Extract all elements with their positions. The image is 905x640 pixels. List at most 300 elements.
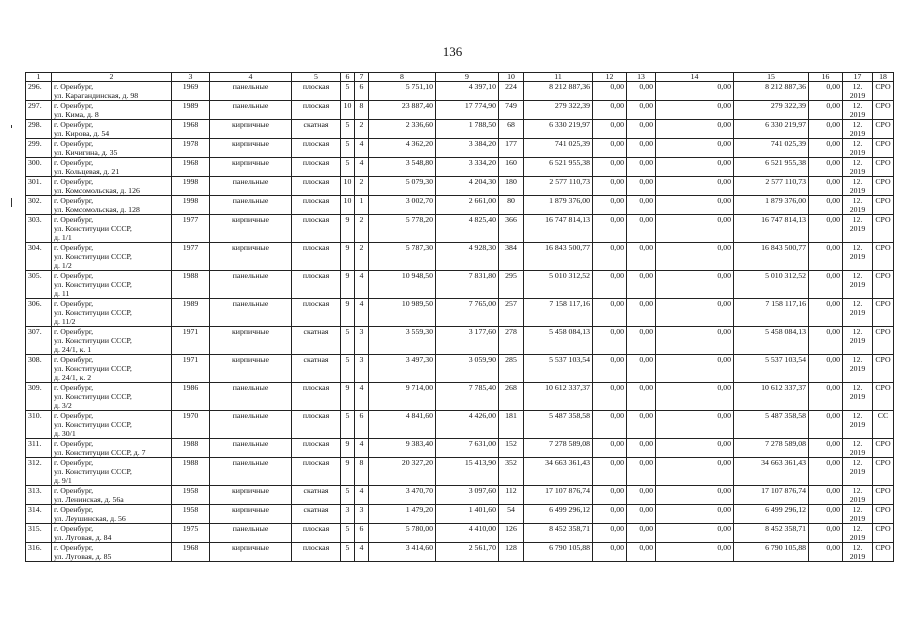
row-number: 299.	[26, 139, 52, 158]
address-line: ул. Кирова, д. 54	[54, 129, 110, 138]
cost-col-13: 0,00	[627, 158, 656, 177]
address-line: ул. Комсомольская, д. 128	[54, 205, 140, 214]
repair-cost-total: 6 330 219,97	[524, 120, 593, 139]
repair-period	[843, 158, 873, 177]
repair-cost-total: 741 025,39	[524, 139, 593, 158]
address-line: г. Оренбург,	[54, 101, 94, 110]
repair-period-line: 12.	[852, 524, 863, 533]
total-area: 5 079,30	[369, 177, 436, 196]
roof-type: плоская	[292, 196, 341, 215]
floors: 9	[341, 299, 355, 327]
repair-period	[843, 327, 873, 355]
repair-period	[843, 486, 873, 505]
total-area: 5 787,30	[369, 243, 436, 271]
roof-type: плоская	[292, 411, 341, 439]
table-row	[26, 299, 894, 327]
repair-period	[843, 177, 873, 196]
repair-cost-total: 1 879 376,00	[524, 196, 593, 215]
living-area: 3 384,20	[436, 139, 499, 158]
repair-cost-total: 279 322,39	[524, 101, 593, 120]
cost-col-12: 0,00	[593, 524, 627, 543]
address-line: г. Оренбург,	[54, 327, 94, 336]
cost-col-15: 2 577 110,73	[734, 177, 809, 196]
cost-col-16: 0,00	[809, 543, 843, 562]
row-number: 315.	[26, 524, 52, 543]
repair-period-line: 2019	[849, 110, 866, 119]
repair-cost-total: 5 487 358,58	[524, 411, 593, 439]
address-line: ул. Конституции СССР,	[54, 392, 132, 401]
repair-period	[843, 458, 873, 486]
address-line: г. Оренбург,	[54, 486, 94, 495]
cost-col-14: 0,00	[656, 139, 734, 158]
residents: 384	[499, 243, 524, 271]
total-area: 1 479,20	[369, 505, 436, 524]
row-number: 298.	[26, 120, 52, 139]
cost-col-15: 5 537 103,54	[734, 355, 809, 383]
entrances: 4	[355, 271, 369, 299]
repair-period-line: 12.	[852, 383, 863, 392]
repair-period-line: 2019	[849, 205, 866, 214]
cost-col-15: 6 499 296,12	[734, 505, 809, 524]
roof-type: плоская	[292, 458, 341, 486]
wall-material: кирпичные	[210, 327, 292, 355]
repair-cost-total: 34 663 361,43	[524, 458, 593, 486]
address-line: г. Оренбург,	[54, 215, 94, 224]
year-built: 1970	[172, 411, 210, 439]
cost-col-12: 0,00	[593, 271, 627, 299]
address-line: д. 3/2	[54, 401, 72, 410]
residents: 180	[499, 177, 524, 196]
repair-cost-total: 7 278 589,08	[524, 439, 593, 458]
entrances: 4	[355, 158, 369, 177]
table-row	[26, 101, 894, 120]
cost-col-14: 0,00	[656, 215, 734, 243]
residents: 366	[499, 215, 524, 243]
year-built: 1971	[172, 327, 210, 355]
roof-type: плоская	[292, 524, 341, 543]
repair-period-line: 12.	[852, 543, 863, 552]
residents: 285	[499, 355, 524, 383]
repair-period	[843, 439, 873, 458]
address-line: г. Оренбург,	[54, 139, 94, 148]
entrances: 6	[355, 82, 369, 101]
cost-col-14: 0,00	[656, 177, 734, 196]
address	[52, 243, 172, 271]
repair-period	[843, 411, 873, 439]
margin-mark	[11, 198, 12, 207]
total-area: 3 559,30	[369, 327, 436, 355]
wall-material: кирпичные	[210, 355, 292, 383]
funding-method: СРО	[873, 120, 894, 139]
cost-col-16: 0,00	[809, 120, 843, 139]
repair-cost-total: 17 107 876,74	[524, 486, 593, 505]
address-line: ул. Кима, д. 8	[54, 110, 99, 119]
total-area: 10 948,50	[369, 271, 436, 299]
repair-period-line: 12.	[852, 411, 863, 420]
address-line: г. Оренбург,	[54, 120, 94, 129]
living-area: 7 831,80	[436, 271, 499, 299]
year-built: 1989	[172, 101, 210, 120]
row-number: 309.	[26, 383, 52, 411]
address	[52, 215, 172, 243]
cost-col-13: 0,00	[627, 271, 656, 299]
cost-col-14: 0,00	[656, 355, 734, 383]
cost-col-16: 0,00	[809, 458, 843, 486]
cost-col-16: 0,00	[809, 215, 843, 243]
address	[52, 458, 172, 486]
total-area: 3 497,30	[369, 355, 436, 383]
funding-method: СРО	[873, 271, 894, 299]
table-row	[26, 486, 894, 505]
cost-col-13: 0,00	[627, 120, 656, 139]
repair-period	[843, 543, 873, 562]
cost-col-14: 0,00	[656, 486, 734, 505]
cost-col-14: 0,00	[656, 120, 734, 139]
floors: 9	[341, 243, 355, 271]
row-number: 301.	[26, 177, 52, 196]
address-line: ул. Конституции СССР, д. 7	[54, 448, 146, 457]
year-built: 1998	[172, 177, 210, 196]
repair-period-line: 2019	[849, 336, 866, 345]
cost-col-16: 0,00	[809, 299, 843, 327]
cost-col-15: 6 330 219,97	[734, 120, 809, 139]
table-row	[26, 458, 894, 486]
floors: 10	[341, 101, 355, 120]
table-row	[26, 177, 894, 196]
total-area: 4 362,20	[369, 139, 436, 158]
repair-period	[843, 299, 873, 327]
table-row	[26, 439, 894, 458]
wall-material: панельные	[210, 411, 292, 439]
address-line: ул. Кичигина, д. 35	[54, 148, 118, 157]
address	[52, 120, 172, 139]
repair-period-line: 12.	[852, 271, 863, 280]
address-line: ул. Ленинская, д. 56а	[54, 495, 124, 504]
cost-col-16: 0,00	[809, 439, 843, 458]
address	[52, 411, 172, 439]
cost-col-16: 0,00	[809, 158, 843, 177]
table-row	[26, 411, 894, 439]
address	[52, 299, 172, 327]
repair-period-line: 12.	[852, 120, 863, 129]
entrances: 3	[355, 355, 369, 383]
funding-method: СРО	[873, 82, 894, 101]
cost-col-12: 0,00	[593, 486, 627, 505]
entrances: 3	[355, 505, 369, 524]
living-area: 7 631,00	[436, 439, 499, 458]
living-area: 3 059,90	[436, 355, 499, 383]
funding-method: СРО	[873, 458, 894, 486]
table-row	[26, 215, 894, 243]
roof-type: скатная	[292, 327, 341, 355]
row-number: 300.	[26, 158, 52, 177]
table-row	[26, 327, 894, 355]
entrances: 4	[355, 139, 369, 158]
total-area: 4 841,60	[369, 411, 436, 439]
cost-col-14: 0,00	[656, 299, 734, 327]
column-number: 4	[210, 73, 292, 82]
margin-mark	[11, 125, 12, 128]
year-built: 1988	[172, 271, 210, 299]
table-row	[26, 524, 894, 543]
address-line: д. 30/1	[54, 429, 76, 438]
repair-period	[843, 505, 873, 524]
column-number: 2	[52, 73, 172, 82]
repair-cost-total: 6 499 296,12	[524, 505, 593, 524]
address-line: г. Оренбург,	[54, 271, 94, 280]
repair-period	[843, 215, 873, 243]
wall-material: панельные	[210, 177, 292, 196]
address-line: д. 9/1	[54, 476, 72, 485]
data-table	[25, 72, 894, 562]
funding-method: СРО	[873, 215, 894, 243]
total-area: 3 002,70	[369, 196, 436, 215]
address-line: ул. Конституции СССР,	[54, 308, 132, 317]
address-line: г. Оренбург,	[54, 411, 94, 420]
year-built: 1977	[172, 215, 210, 243]
wall-material: панельные	[210, 101, 292, 120]
cost-col-12: 0,00	[593, 505, 627, 524]
repair-period-line: 2019	[849, 552, 866, 561]
entrances: 2	[355, 215, 369, 243]
row-number: 313.	[26, 486, 52, 505]
row-number: 306.	[26, 299, 52, 327]
year-built: 1988	[172, 458, 210, 486]
cost-col-14: 0,00	[656, 82, 734, 101]
table-row	[26, 543, 894, 562]
cost-col-14: 0,00	[656, 158, 734, 177]
repair-period-line: 12.	[852, 101, 863, 110]
residents: 112	[499, 486, 524, 505]
repair-period	[843, 524, 873, 543]
row-number: 312.	[26, 458, 52, 486]
entrances: 8	[355, 458, 369, 486]
funding-method: СРО	[873, 196, 894, 215]
entrances: 8	[355, 101, 369, 120]
address-line: ул. Конституции СССР,	[54, 224, 132, 233]
address-line: г. Оренбург,	[54, 543, 94, 552]
cost-col-15: 6 521 955,38	[734, 158, 809, 177]
row-number: 307.	[26, 327, 52, 355]
cost-col-12: 0,00	[593, 458, 627, 486]
cost-col-13: 0,00	[627, 243, 656, 271]
row-number: 305.	[26, 271, 52, 299]
address-line: ул. Конституции СССР,	[54, 467, 132, 476]
address-line: д. 24/1, к. 2	[54, 373, 92, 382]
cost-col-12: 0,00	[593, 439, 627, 458]
cost-col-12: 0,00	[593, 101, 627, 120]
address	[52, 543, 172, 562]
year-built: 1971	[172, 355, 210, 383]
cost-col-15: 17 107 876,74	[734, 486, 809, 505]
cost-col-13: 0,00	[627, 543, 656, 562]
address	[52, 101, 172, 120]
address-line: ул. Луговая, д. 85	[54, 552, 112, 561]
row-number: 296.	[26, 82, 52, 101]
roof-type: плоская	[292, 299, 341, 327]
cost-col-13: 0,00	[627, 299, 656, 327]
cost-col-16: 0,00	[809, 196, 843, 215]
table-row	[26, 243, 894, 271]
residents: 177	[499, 139, 524, 158]
cost-col-13: 0,00	[627, 524, 656, 543]
repair-period-line: 2019	[849, 186, 866, 195]
floors: 5	[341, 120, 355, 139]
total-area: 3 470,70	[369, 486, 436, 505]
funding-method: СС	[873, 411, 894, 439]
cost-col-12: 0,00	[593, 355, 627, 383]
page-number: 136	[442, 44, 463, 59]
residents: 160	[499, 158, 524, 177]
cost-col-13: 0,00	[627, 383, 656, 411]
address-line: г. Оренбург,	[54, 158, 94, 167]
cost-col-15: 8 212 887,36	[734, 82, 809, 101]
cost-col-12: 0,00	[593, 543, 627, 562]
cost-col-14: 0,00	[656, 543, 734, 562]
living-area: 4 426,00	[436, 411, 499, 439]
table-row	[26, 196, 894, 215]
repair-period	[843, 355, 873, 383]
living-area: 2 661,00	[436, 196, 499, 215]
residents: 68	[499, 120, 524, 139]
column-number-row	[26, 73, 894, 82]
residents: 295	[499, 271, 524, 299]
address-line: г. Оренбург,	[54, 505, 94, 514]
address-line: г. Оренбург,	[54, 524, 94, 533]
wall-material: кирпичные	[210, 543, 292, 562]
floors: 5	[341, 327, 355, 355]
cost-col-15: 7 158 117,16	[734, 299, 809, 327]
repair-period	[843, 82, 873, 101]
roof-type: плоская	[292, 158, 341, 177]
address-line: г. Оренбург,	[54, 196, 94, 205]
living-area: 4 825,40	[436, 215, 499, 243]
repair-period-line: 2019	[849, 252, 866, 261]
repair-period-line: 2019	[849, 467, 866, 476]
cost-col-13: 0,00	[627, 505, 656, 524]
address	[52, 82, 172, 101]
cost-col-12: 0,00	[593, 120, 627, 139]
repair-cost-total: 10 612 337,37	[524, 383, 593, 411]
address	[52, 271, 172, 299]
column-number: 18	[873, 73, 894, 82]
living-area: 4 204,30	[436, 177, 499, 196]
address-line: ул. Кольцевая, д. 21	[54, 167, 120, 176]
address-line: г. Оренбург,	[54, 439, 94, 448]
repair-cost-total: 8 452 358,71	[524, 524, 593, 543]
residents: 80	[499, 196, 524, 215]
cost-col-16: 0,00	[809, 524, 843, 543]
living-area: 3 177,60	[436, 327, 499, 355]
column-number: 5	[292, 73, 341, 82]
roof-type: скатная	[292, 355, 341, 383]
cost-col-13: 0,00	[627, 458, 656, 486]
address-line: ул. Конституции СССР,	[54, 252, 132, 261]
address-line: г. Оренбург,	[54, 299, 94, 308]
column-number: 3	[172, 73, 210, 82]
address-line: ул. Карагандинская, д. 98	[54, 91, 139, 100]
roof-type: плоская	[292, 215, 341, 243]
entrances: 6	[355, 411, 369, 439]
column-number: 10	[499, 73, 524, 82]
cost-col-12: 0,00	[593, 411, 627, 439]
entrances: 4	[355, 439, 369, 458]
living-area: 3 334,20	[436, 158, 499, 177]
repair-cost-total: 6 790 105,88	[524, 543, 593, 562]
cost-col-13: 0,00	[627, 177, 656, 196]
repair-period	[843, 139, 873, 158]
repair-period-line: 12.	[852, 299, 863, 308]
residents: 126	[499, 524, 524, 543]
row-number: 310.	[26, 411, 52, 439]
column-number: 15	[734, 73, 809, 82]
address	[52, 383, 172, 411]
funding-method: СРО	[873, 299, 894, 327]
year-built: 1998	[172, 196, 210, 215]
column-number: 1	[26, 73, 52, 82]
cost-col-12: 0,00	[593, 196, 627, 215]
repair-period-line: 2019	[849, 533, 866, 542]
funding-method: СРО	[873, 543, 894, 562]
repair-period	[843, 101, 873, 120]
cost-col-15: 16 843 500,77	[734, 243, 809, 271]
wall-material: кирпичные	[210, 505, 292, 524]
repair-period-line: 12.	[852, 505, 863, 514]
funding-method: СРО	[873, 243, 894, 271]
column-number: 14	[656, 73, 734, 82]
residents: 749	[499, 101, 524, 120]
repair-cost-total: 5 537 103,54	[524, 355, 593, 383]
living-area: 4 397,10	[436, 82, 499, 101]
repair-period	[843, 383, 873, 411]
address	[52, 327, 172, 355]
year-built: 1978	[172, 139, 210, 158]
residents: 352	[499, 458, 524, 486]
funding-method: СРО	[873, 524, 894, 543]
repair-period-line: 12.	[852, 355, 863, 364]
entrances: 4	[355, 299, 369, 327]
table-row	[26, 271, 894, 299]
living-area: 1 788,50	[436, 120, 499, 139]
residents: 268	[499, 383, 524, 411]
cost-col-16: 0,00	[809, 327, 843, 355]
wall-material: панельные	[210, 299, 292, 327]
floors: 5	[341, 158, 355, 177]
floors: 5	[341, 486, 355, 505]
cost-col-14: 0,00	[656, 383, 734, 411]
row-number: 314.	[26, 505, 52, 524]
repair-period-line: 2019	[849, 495, 866, 504]
wall-material: панельные	[210, 524, 292, 543]
funding-method: СРО	[873, 355, 894, 383]
funding-method: СРО	[873, 139, 894, 158]
repair-cost-total: 5 458 084,13	[524, 327, 593, 355]
cost-col-14: 0,00	[656, 101, 734, 120]
repair-period-line: 12.	[852, 215, 863, 224]
column-number: 16	[809, 73, 843, 82]
cost-col-14: 0,00	[656, 439, 734, 458]
cost-col-13: 0,00	[627, 101, 656, 120]
floors: 9	[341, 215, 355, 243]
address-line: г. Оренбург,	[54, 177, 94, 186]
cost-col-16: 0,00	[809, 101, 843, 120]
cost-col-16: 0,00	[809, 411, 843, 439]
cost-col-16: 0,00	[809, 271, 843, 299]
year-built: 1988	[172, 439, 210, 458]
cost-col-15: 16 747 814,13	[734, 215, 809, 243]
floors: 9	[341, 383, 355, 411]
repair-period-line: 2019	[849, 364, 866, 373]
